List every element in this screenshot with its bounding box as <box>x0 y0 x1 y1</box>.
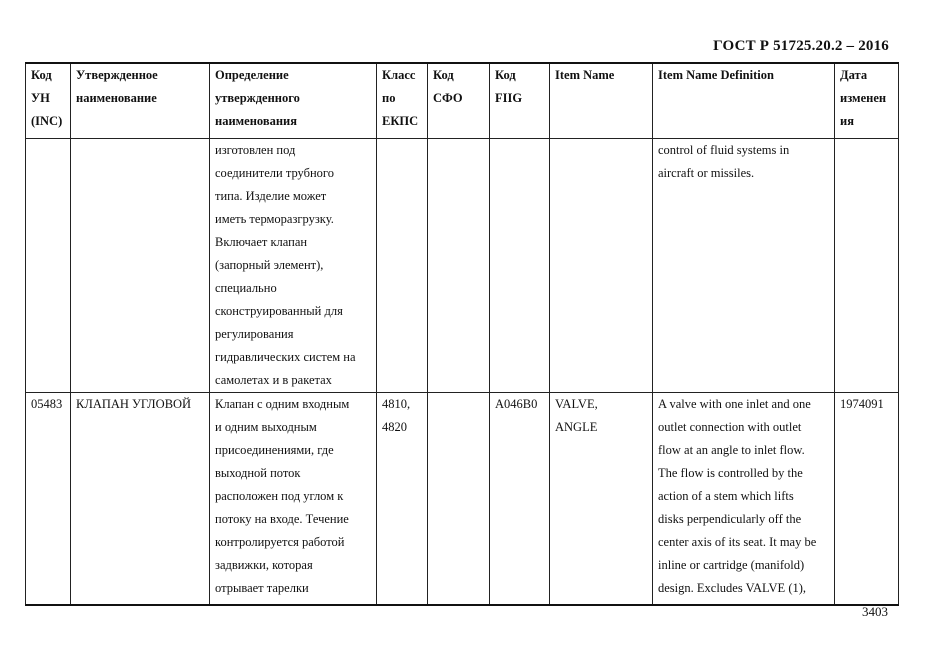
header-definition: Определение утвержденного наименования <box>210 63 377 138</box>
cell-sfo-code <box>428 138 490 392</box>
cell-item-name-definition: A valve with one inlet and one outlet connection with outlet flow at an angle to inlet flow. The flow is controlled by the action of a stem which lifts disks perpendicularly off the center axis of its seat. It may be inline or cartridge (manifold) design. Excludes VALVE (1), <box>653 392 835 605</box>
header-ekps-class: Класс по ЕКПС <box>377 63 428 138</box>
nomenclature-table <box>25 62 899 606</box>
cell-ekps-class <box>377 138 428 392</box>
header-inc: Код УН (INC) <box>26 63 71 138</box>
cell-fiig-code <box>490 138 550 392</box>
header-item-name: Item Name <box>550 63 653 138</box>
cell-item-name <box>550 138 653 392</box>
document-standard-header: ГОСТ Р 51725.20.2 – 2016 <box>713 38 889 54</box>
cell-item-name: VALVE, ANGLE <box>550 392 653 605</box>
header-sfo-code: Код СФО <box>428 63 490 138</box>
cell-definition: Клапан с одним входным и одним выходным присоединениями, где выходной поток расположен под углом к потоку на входе. Течение контролируется работой задвижки, которая отрывает тарелки <box>210 392 377 605</box>
cell-date: 1974091 <box>835 392 899 605</box>
cell-ekps-class: 4810, 4820 <box>377 392 428 605</box>
cell-definition: изготовлен под соединители трубного типа. Изделие может иметь терморазгрузку. Включает клапан (запорный элемент), специально сконструированный для регулирования гидравлических систем на самолетах и в ракетах <box>210 138 377 392</box>
header-item-name-definition: Item Name Definition <box>653 63 835 138</box>
table-header-row <box>26 63 899 138</box>
cell-approved-name <box>71 138 210 392</box>
cell-item-name-definition: control of fluid systems in aircraft or missiles. <box>653 138 835 392</box>
table-row <box>26 392 899 605</box>
header-fiig-code: Код FIIG <box>490 63 550 138</box>
page-number: 3403 <box>862 604 888 619</box>
table-row <box>26 138 899 392</box>
header-approved-name: Утвержденное наименование <box>71 63 210 138</box>
cell-approved-name: КЛАПАН УГЛОВОЙ <box>71 392 210 605</box>
cell-sfo-code <box>428 392 490 605</box>
cell-fiig-code: A046B0 <box>490 392 550 605</box>
cell-inc <box>26 138 71 392</box>
header-date: Дата изменен ия <box>835 63 899 138</box>
cell-inc: 05483 <box>26 392 71 605</box>
cell-date <box>835 138 899 392</box>
